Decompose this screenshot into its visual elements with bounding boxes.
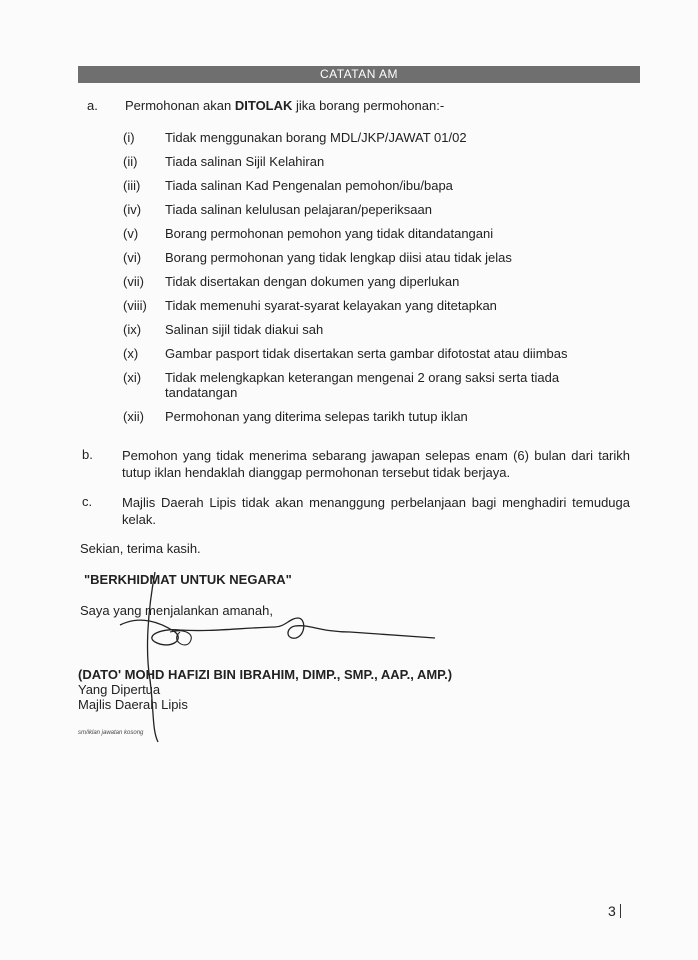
list-item-text: Gambar pasport tidak disertakan serta gambar difotostat atau diimbas [165,346,568,361]
list-item-text: Permohonan yang diterima selepas tarikh tutup iklan [165,409,468,424]
page-number: 3 [608,903,616,919]
page-number-divider [620,904,621,918]
intro-text-before: Permohonan akan [125,98,235,113]
list-item-number: (ix) [123,322,142,337]
list-item-text: Salinan sijil tidak diakui sah [165,322,324,337]
section-b-text: Pemohon yang tidak menerima sebarang jawapan selepas enam (6) bulan dari tarikh tutup iklan hendaklah dianggap permohonan tersebut tidak berjaya. [122,448,630,480]
section-b-label: b. [82,447,93,462]
list-item-text: Tiada salinan kelulusan pelajaran/peperiksaan [165,202,432,217]
intro-text-after: jika borang permohonan:- [292,98,445,113]
list-item-text: Tidak melengkapkan keterangan mengenai 2 orang saksi serta tiada [165,370,560,385]
list-item-text: Borang permohonan yang tidak lengkap diisi atau tidak jelas [165,250,512,265]
list-item-number: (iv) [123,202,142,217]
signatory-office: Majlis Daerah Lipis [78,697,188,712]
section-a-intro [125,98,444,114]
list-item-number: (xi) [123,370,142,385]
signatory-position: Yang Dipertua [78,682,161,697]
closing-trust: Saya yang menjalankan amanah, [80,603,273,618]
list-item-number: (iii) [123,178,141,193]
section-header-banner: CATATAN AM [78,66,640,83]
signatory-name: (DATO' MOHD HAFIZI BIN IBRAHIM, DIMP., SMP., AAP., AMP.) [78,667,453,682]
list-item-number: (xii) [123,409,144,424]
signature-image [100,570,460,745]
list-item-number: (v) [123,226,139,241]
list-item-number: (vii) [123,274,144,289]
list-item-number: (viii) [123,298,147,313]
list-item-number: (vi) [123,250,142,265]
list-item-text: Tidak menggunakan borang MDL/JKP/JAWAT 01/02 [165,130,467,145]
list-item-text: Tiada salinan Kad Pengenalan pemohon/ibu/bapa [165,178,453,193]
closing-motto: "BERKHIDMAT UNTUK NEGARA" [84,572,292,587]
list-item-text: Borang permohonan pemohon yang tidak ditandatangani [165,226,494,241]
reference-note: sm/iklan jawatan kosong [78,730,144,736]
section-c-label: c. [82,494,93,509]
closing-thanks: Sekian, terima kasih. [80,541,201,556]
list-item-text: Tidak memenuhi syarat-syarat kelayakan yang ditetapkan [165,298,497,313]
section-c-text: Majlis Daerah Lipis tidak akan menanggung perbelanjaan bagi menghadiri temuduga kelak. [122,495,630,527]
list-item-text: Tidak disertakan dengan dokumen yang diperlukan [165,274,460,289]
list-item-number: (x) [123,346,139,361]
section-a-label: a. [87,98,98,113]
list-item-number: (ii) [123,154,138,169]
list-item-text: tandatangan [165,385,238,400]
intro-text-bold: DITOLAK [234,98,293,113]
list-item-text: Tiada salinan Sijil Kelahiran [165,154,325,169]
list-item-number: (i) [123,130,135,145]
